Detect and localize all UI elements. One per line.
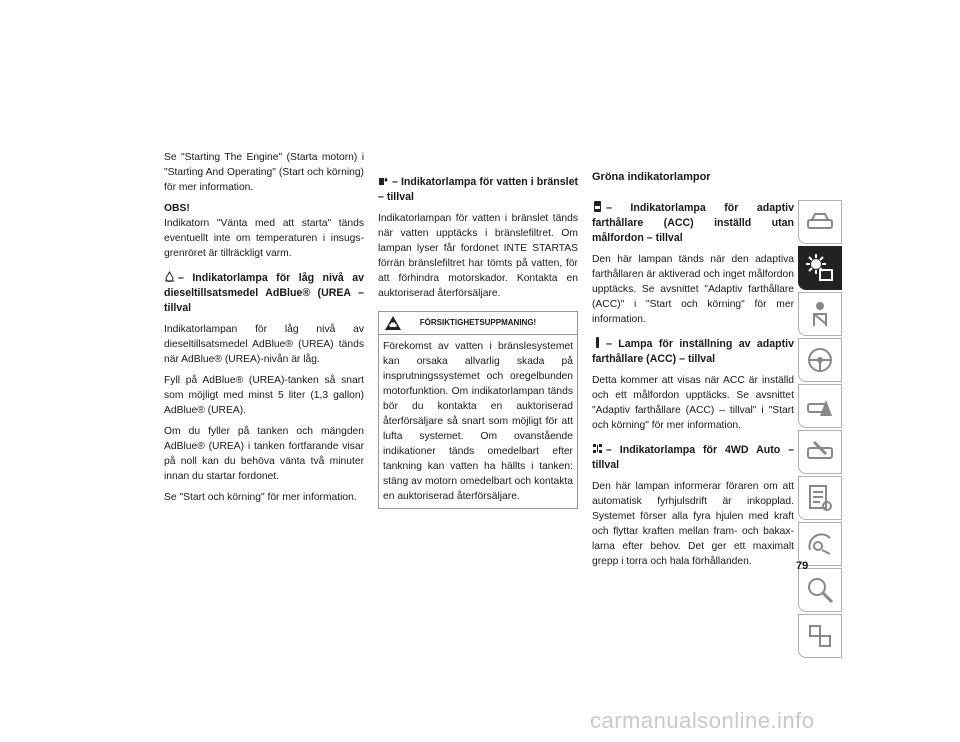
languages-icon [804, 620, 836, 652]
tab-languages[interactable] [798, 614, 842, 658]
paragraph: Den här lampan tänds när den adaptiva farthållaren är aktiverad och inget målfordon upptäcks. Se avsnittet "Adaptiv farthållare (ACC)" i "Start och körning" för mer information. [592, 254, 794, 325]
tab-service[interactable] [798, 430, 842, 474]
note-text: Indikatorn "Vänta med att starta" tänds eventuellt inte om temperaturen i insugsgrenröret är tillräckligt varm. [164, 218, 364, 259]
tab-introduction[interactable] [798, 200, 842, 244]
tab-driving[interactable] [798, 338, 842, 382]
4wd-auto-icon [592, 443, 603, 454]
note-label: OBS! [164, 203, 190, 214]
emergency-icon [804, 390, 836, 422]
paragraph: Fyll på AdBlue® (UREA)-tanken så snart som möjligt med minst 5 liter (1,3 gallon) AdBlue® (UREA). [164, 375, 364, 416]
caution-header: FÖRSIKTIGHETSUPPMANING! [379, 312, 577, 335]
water-in-fuel-heading: – Indikatorlampa för vatten i bränslet – tillval [378, 176, 578, 203]
column-3 [592, 150, 794, 575]
acc-no-target-icon [592, 201, 603, 212]
paragraph: Indikatorlampan för vatten i bränslet tänds när vatten upptäcks i bränslefiltret. Om lampan lyser får fordonet INTE STARTAS förrän bränslefiltret har tömts på vatten, för att förhindra motorskador. Kontakta en auktoriserad återförsäljare. [378, 213, 578, 299]
tab-emergency[interactable] [798, 384, 842, 428]
seatbelt-icon [804, 298, 836, 330]
tab-specifications[interactable] [798, 476, 842, 520]
page-number: 79 [796, 560, 809, 572]
warning-lights-icon [804, 252, 836, 284]
service-icon [804, 436, 836, 468]
paragraph: Se "Starting The Engine" (Starta motorn) i "Starting And Operating" (Start och körning) för mer information. [164, 152, 364, 193]
paragraph: Indikatorlampan för låg nivå av dieseltillsatsmedel AdBlue® (UREA) tänds när AdBlue® (UREA)-nivån är låg. [164, 324, 364, 365]
magnifier-icon [804, 574, 836, 606]
tab-instrument-cluster[interactable] [798, 246, 842, 290]
section-title: Gröna indikatorlampor [592, 171, 711, 183]
acc-no-target-heading: – Indikatorlampa för adaptiv farthållare (ACC) inställd utan målfordon – tillval [592, 202, 794, 244]
tab-index[interactable] [798, 568, 842, 612]
acc-set-heading: – Lampa för inställning av adaptiv farthållare (ACC) – tillval [592, 338, 794, 365]
adblue-icon [164, 271, 175, 282]
adblue-heading: – Indikatorlampa för låg nivå av dieseltillsatsmedel AdBlue® (UREA – tillval [164, 272, 364, 314]
caution-box [378, 311, 578, 509]
caution-text: Förekomst av vatten i bränslesystemet kan orsaka allvarlig skada på insprutningssystemet och oregelbunden motorfunktion. Om indikatorlampan tänds bör du kontakta en auktoriserad återförsäljare så snart som möjligt för att lufta systemet. Om ovanstående indikationer tänds omedelbart efter tankning kan vatten ha hällts i tanken: stäng av motorn omedelbart och kontakta en auktoriserad återförsäljare. [383, 341, 573, 502]
water-in-fuel-icon [378, 175, 389, 186]
paragraph: Detta kommer att visas när ACC är inställd och ett målfordon upptäcks. Se avsnittet "Adaptiv farthållare (ACC) – tillval" i "Start och körning" för mer information. [592, 375, 794, 431]
paragraph: Om du fyller på tanken och mängden AdBlue® (UREA) i tanken fortfarande visar på noll kan du behöva vänta två minuter innan du startar fordonet. [164, 426, 364, 482]
paragraph: Se "Start och körning" för mer information. [164, 492, 357, 503]
4wd-auto-heading: – Indikatorlampa för 4WD Auto – tillval [592, 444, 794, 471]
car-icon [804, 206, 836, 238]
chapter-tabs [798, 200, 842, 660]
watermark: carmanualsonline.info [590, 708, 815, 733]
specifications-icon [804, 482, 836, 514]
acc-set-icon [592, 337, 603, 348]
paragraph: Den här lampan informerar föraren om att automatisk fyrhjulsdrift är inkopplad. Systemet förser alla fyra hjulen med kraft och flyttar kraften mellan fram- och bakaxlarna efter behov. Det ger ett maximalt grepp i torra och hala förhållanden. [592, 481, 794, 567]
tab-safety[interactable] [798, 292, 842, 336]
multimedia-icon [804, 528, 836, 560]
column-1 [164, 150, 364, 511]
column-2 [378, 150, 578, 509]
steering-wheel-icon [804, 344, 836, 376]
caution-car-icon [385, 316, 401, 330]
